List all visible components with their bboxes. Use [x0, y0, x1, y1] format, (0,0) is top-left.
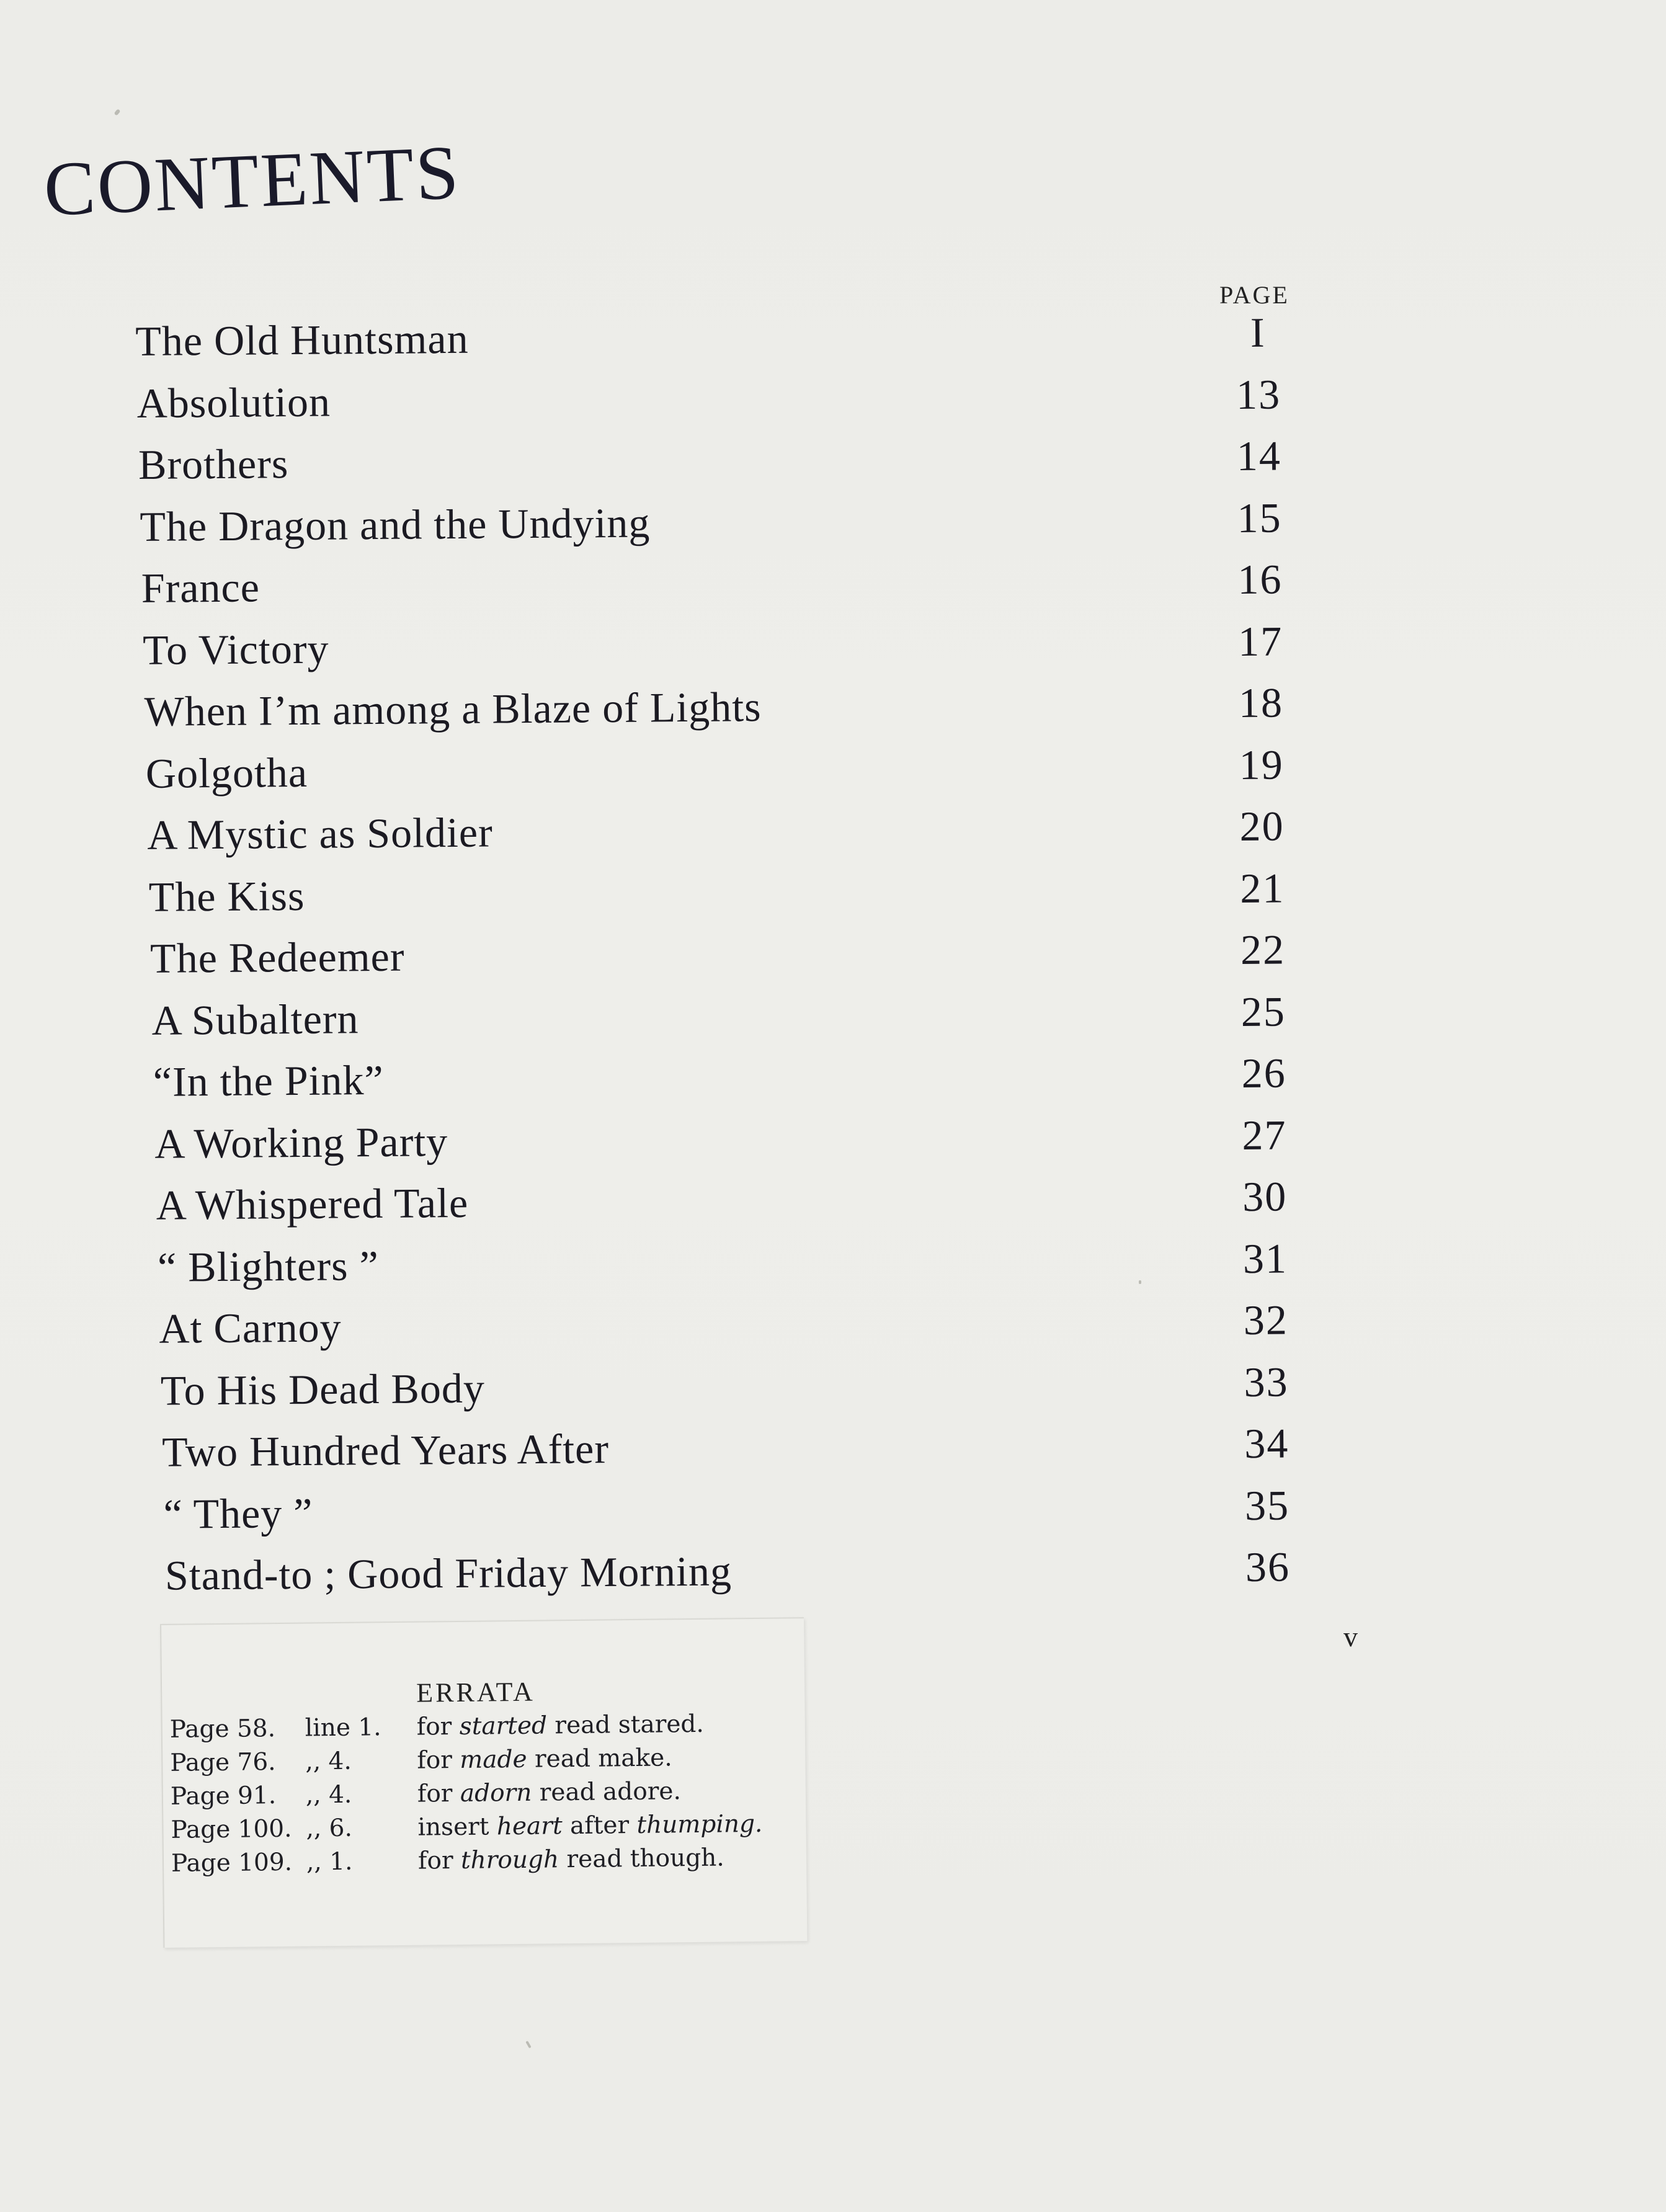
toc-entry-page: 18: [1238, 679, 1284, 727]
toc-entry: [158, 1233, 1322, 1304]
errata-wrong-word: through: [460, 1845, 559, 1875]
toc-entry-page: 33: [1244, 1357, 1289, 1406]
table-of-contents: [135, 307, 1324, 1612]
toc-entry-title: A Whispered Tale: [156, 1179, 469, 1229]
toc-entry-title: “ They ”: [163, 1489, 313, 1538]
toc-entry: [154, 1110, 1321, 1180]
toc-entry: [156, 1171, 1321, 1242]
toc-entry-page: 20: [1239, 802, 1285, 850]
errata-page: Page 58.: [169, 1715, 276, 1744]
toc-entry-title: The Dragon and the Undying: [140, 498, 651, 550]
errata-fixed-word: make.: [598, 1744, 672, 1773]
errata-fixed-word: adore.: [602, 1777, 682, 1806]
toc-entry: [146, 739, 1318, 810]
errata-correction: [417, 1775, 682, 1811]
errata-instruction: insert: [417, 1813, 497, 1842]
toc-entry-title: The Redeemer: [149, 932, 405, 982]
errata-correction: [418, 1841, 724, 1878]
toc-entry: [148, 863, 1318, 934]
toc-entry-page: 26: [1241, 1049, 1286, 1097]
errata-line: line 1.: [305, 1713, 381, 1742]
errata-instruction: read: [532, 1778, 604, 1807]
toc-entry-title: Brothers: [138, 440, 289, 488]
errata-instruction: for: [417, 1846, 461, 1875]
errata-fixed-word: thumping.: [636, 1809, 763, 1839]
toc-entry-page: 27: [1242, 1110, 1287, 1159]
toc-entry: [136, 369, 1314, 440]
toc-entry-title: “ Blighters ”: [157, 1241, 380, 1291]
toc-entry: [147, 801, 1318, 872]
errata-instruction: read: [527, 1744, 599, 1773]
toc-entry-title: Two Hundred Years After: [161, 1425, 610, 1476]
errata-correction: [416, 1708, 704, 1744]
toc-entry-page: 25: [1241, 987, 1286, 1035]
paper-speck: [114, 109, 120, 116]
errata-slip: [160, 1617, 807, 1948]
toc-entry-page: 32: [1243, 1296, 1289, 1344]
toc-entry-title: At Carnoy: [159, 1303, 342, 1352]
errata-row: [170, 1744, 672, 1780]
toc-entry-title: Golgotha: [145, 748, 308, 797]
errata-row: [169, 1710, 705, 1747]
errata-fixed-word: stared.: [618, 1710, 705, 1739]
toc-entry: [144, 677, 1317, 748]
toc-entry-title: The Old Huntsman: [135, 314, 469, 365]
errata-row: [171, 1844, 724, 1881]
errata-instruction: for: [417, 1746, 460, 1775]
toc-entry-page: 30: [1242, 1172, 1288, 1221]
toc-entry: [153, 1048, 1321, 1118]
paper-speck: [525, 2041, 531, 2048]
page-column-label: PAGE: [1219, 281, 1290, 309]
errata-page: Page 100.: [171, 1814, 292, 1844]
toc-entry-page: 36: [1245, 1543, 1291, 1591]
toc-entry-title: “In the Pink”: [153, 1056, 384, 1105]
toc-entry-title: To His Dead Body: [160, 1364, 486, 1414]
toc-entry: [150, 924, 1319, 995]
toc-entry-page: 17: [1237, 617, 1283, 665]
toc-entry-page: 19: [1239, 740, 1285, 788]
toc-entry-title: Stand-to ; Good Friday Morning: [164, 1547, 733, 1599]
toc-entry-page: 13: [1236, 370, 1281, 418]
toc-entry-page: 35: [1244, 1481, 1290, 1529]
errata-list: [169, 1710, 763, 1881]
errata-correction: [417, 1808, 762, 1845]
toc-entry-page: 31: [1242, 1234, 1288, 1282]
page-folio: v: [1343, 1621, 1358, 1652]
errata-line: ,, 4.: [305, 1780, 352, 1809]
toc-entry-page: 34: [1244, 1419, 1290, 1468]
errata-page: Page 76.: [170, 1748, 276, 1777]
errata-wrong-word: heart: [496, 1812, 563, 1841]
errata-instruction: for: [416, 1712, 460, 1741]
toc-entry-title: Absolution: [136, 378, 331, 427]
contents-heading: CONTENTS: [42, 129, 462, 232]
toc-entry-page: 16: [1237, 555, 1283, 604]
toc-entry-page: 21: [1239, 863, 1285, 912]
toc-entry-title: The Kiss: [148, 872, 305, 921]
toc-entry-title: To Victory: [142, 625, 329, 674]
paper-speck: [1139, 1280, 1141, 1284]
errata-instruction: read: [546, 1711, 618, 1740]
toc-entry: [159, 1295, 1322, 1365]
toc-entry-page: 15: [1237, 493, 1282, 542]
toc-entry: [140, 493, 1316, 563]
errata-line: ,, 4.: [305, 1747, 352, 1776]
errata-line: ,, 1.: [306, 1847, 353, 1876]
errata-instruction: after: [562, 1811, 637, 1840]
toc-entry: [141, 554, 1316, 625]
errata-fixed-word: though.: [630, 1844, 724, 1873]
errata-wrong-word: started: [459, 1711, 548, 1741]
toc-entry: [138, 430, 1316, 501]
toc-entry: [162, 1418, 1323, 1489]
toc-entry-title: France: [141, 563, 261, 612]
toc-entry-title: A Mystic as Soldier: [147, 808, 493, 858]
toc-entry-page: 14: [1236, 432, 1282, 480]
toc-entry-page: I: [1250, 308, 1266, 356]
toc-entry-page: 22: [1240, 925, 1286, 974]
errata-instruction: read: [558, 1845, 631, 1874]
errata-line: ,, 6.: [306, 1814, 353, 1843]
toc-entry: [160, 1357, 1322, 1427]
toc-entry: [163, 1480, 1323, 1551]
toc-entry: [135, 307, 1314, 378]
errata-wrong-word: made: [460, 1745, 527, 1774]
errata-instruction: for: [417, 1779, 461, 1808]
errata-page: Page 109.: [171, 1848, 293, 1878]
errata-wrong-word: adorn: [460, 1778, 532, 1808]
toc-entry-title: A Working Party: [154, 1117, 448, 1167]
errata-page: Page 91.: [170, 1782, 277, 1811]
errata-correction: [417, 1741, 672, 1777]
toc-entry-title: When I’m among a Blaze of Lights: [144, 683, 762, 735]
toc-entry: [165, 1541, 1324, 1612]
toc-entry: [143, 616, 1317, 687]
toc-entry: [151, 986, 1319, 1057]
toc-entry-title: A Subaltern: [151, 994, 359, 1044]
errata-title: ERRATA: [416, 1676, 536, 1708]
